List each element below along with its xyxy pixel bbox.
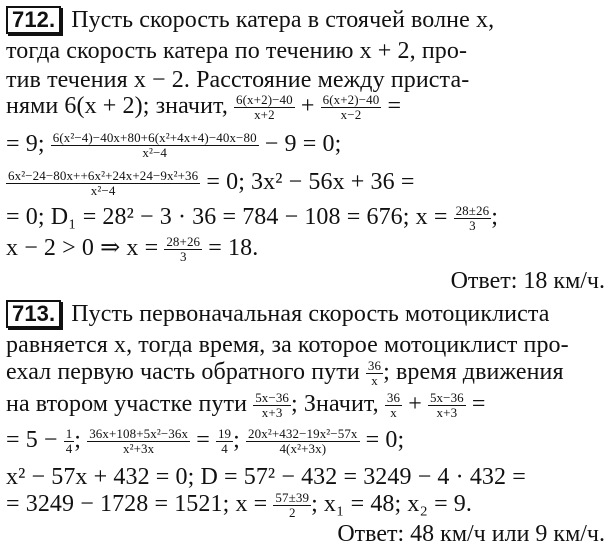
p712-line-2: тогда скорость катера по течению x + 2, про- [6,38,468,64]
p713-line-1: 713. Пусть первоначальная скорость мотоциклиста [6,300,550,328]
fraction: $\frac{\text{6x²−24−80x++6x²+24x+24−9x²+36}}{\text{x²−4}}$ [8,167,199,198]
p712-line-4: нями 6(x + 2); значит, $\frac{6(x+2)-40}{x+2}$ + $\frac{6(x+2)-40}{x-2}$ = [6,91,402,122]
p713-line-7: = 3249 − 1728 = 1521; x = $\frac{57\pm 39}{2}$ ; x₁ = 48; x₂ = 9. [6,489,473,520]
fraction: $\frac{28\pm 26}{3}$ [455,202,490,233]
p712-line-6: $\frac{\text{6x²−24−80x++6x²+24x+24−9x²+36}}{\text{x²−4}}$ = 0; 3x² − 56x + 36 = [8,167,415,198]
fraction: $\frac{\text{6(x²−4)−40x+80+6(x²+4x+4)−40x−80}}{\text{x²−4}}$ [52,129,257,160]
fraction: $\frac{57\pm 39}{2}$ [275,489,310,520]
p713-line-6: x² − 57x + 432 = 0; D = 57² − 432 = 3249 − 4 · 432 = [6,464,526,490]
p712-answer: Ответ: 18 км/ч. [450,268,605,294]
problem-number-712: 712. [6,6,61,34]
problem-number-713: 713. [6,300,61,328]
fraction: $\frac{\text{36x+108+5x²−36x}}{\text{x²+3x}}$ [89,425,189,456]
p713-line-2: равняется x, тогда время, за которое мотоциклист про- [6,332,569,358]
fraction: $\frac{6(x+2)-40}{x-2}$ [322,91,380,122]
p712-line-5: = 9; $\frac{\text{6(x²−4)−40x+80+6(x²+4x+4)−40x−80}}{\text{x²−4}}$ − 9 = 0; [6,129,342,160]
p712-line-8: x − 2 > 0 ⇒ x = $\frac{28+26}{3}$ = 18. [6,233,259,264]
fraction: $\frac{6(x+2)-40}{x+2}$ [236,91,293,122]
fraction: $\frac{36}{x}$ [367,357,382,388]
p713-answer: Ответ: 48 км/ч или 9 км/ч. [337,521,605,547]
fraction: $\frac{5x-36}{x+3}$ [255,389,290,420]
fraction: $\frac{1}{4}$ [65,425,73,456]
fraction: $\frac{19}{4}$ [217,425,232,456]
p713-line-4: на втором участке пути $\frac{5x-36}{x+3}$ ; Значит, $\frac{36}{x}$ + $\frac{5x-36}{x+3}$ = [6,389,486,420]
fraction: $\frac{28+26}{3}$ [166,233,201,264]
p713-line-3: ехал первую часть обратного пути $\frac{36}{x}$ ; время движения [6,357,564,388]
p712-line-7: = 0; D₁ = 28² − 3 · 36 = 784 − 108 = 676; x = $\frac{28\pm 26}{3}$ ; [6,202,498,233]
fraction: $\frac{36}{x}$ [386,389,401,420]
fraction: $\frac{\text{20x²+432−19x²−57x}}{\text{4(x²+3x)}}$ [248,425,358,456]
p713-line-5: = 5 − $\frac{1}{4}$ ; $\frac{\text{36x+108+5x²−36x}}{\text{x²+3x}}$ = $\frac{19}{4}$ ; $\frac{\text{20x²+432−19x²−57x}}{\text{4(x²+3x)}}$ = 0; [6,425,405,456]
p712-line-3: тив течения x − 2. Расстояние между приста- [6,67,470,93]
p712-line-1: 712. Пусть скорость катера в стоячей волне x, [6,6,494,34]
fraction: $\frac{5x-36}{x+3}$ [429,389,464,420]
